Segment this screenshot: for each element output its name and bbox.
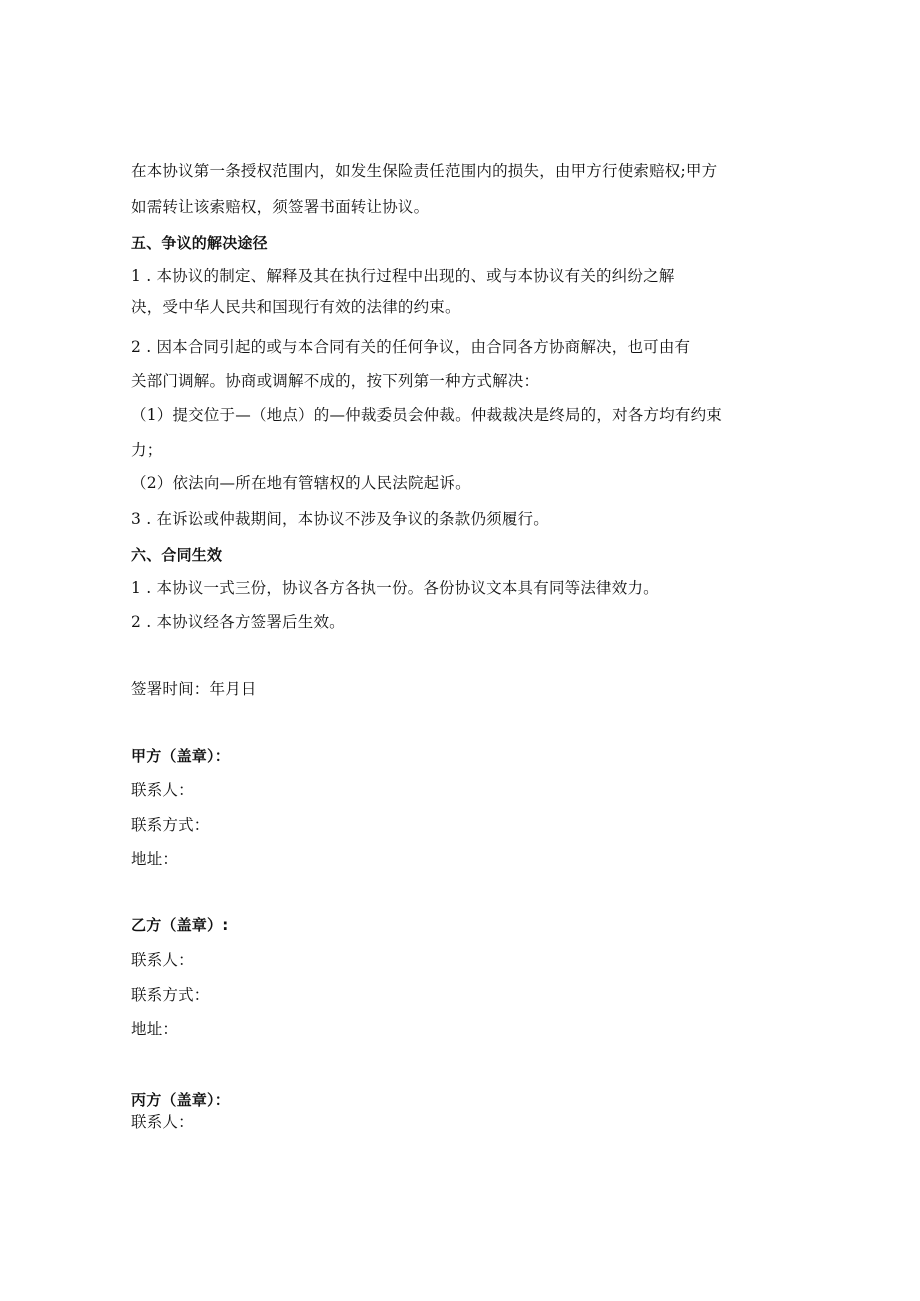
section-5-option-1-line-1: （1）提交位于—（地点）的—仲裁委员会仲裁。仲裁裁决是终局的，对各方均有约束	[131, 406, 722, 424]
party-a-contact: 联系人：	[131, 781, 194, 799]
section-5-heading: 五、争议的解决途径	[131, 234, 268, 252]
clause-continuation-line-2: 如需转让该索赔权，须签署书面转让协议。	[131, 198, 430, 216]
party-b-title: 乙方（盖章）:	[131, 916, 229, 934]
party-b-contact: 联系人：	[131, 951, 194, 969]
signing-time: 签署时间：年月日	[131, 680, 257, 698]
section-6-item-2: 2 . 本协议经各方签署后生效。	[131, 613, 345, 631]
section-5-item-2-line-2: 关部门调解。协商或调解不成的，按下列第一种方式解决：	[131, 372, 540, 390]
party-c-title: 丙方（盖章）：	[131, 1091, 230, 1109]
section-5-item-2-line-1: 2 . 因本合同引起的或与本合同有关的任何争议，由合同各方协商解决，也可由有	[131, 338, 691, 356]
section-5-option-2: （2）依法向—所在地有管辖权的人民法院起诉。	[131, 474, 471, 492]
party-c-contact: 联系人：	[131, 1113, 194, 1131]
clause-continuation-line-1: 在本协议第一条授权范围内，如发生保险责任范围内的损失，由甲方行使索赔权;甲方	[131, 162, 718, 180]
party-a-title: 甲方（盖章）：	[131, 747, 230, 765]
section-6-heading: 六、合同生效	[131, 546, 223, 564]
section-5-item-1-line-1: 1 . 本协议的制定、解释及其在执行过程中出现的、或与本协议有关的纠纷之解	[131, 267, 675, 285]
section-5-item-1-line-2: 决，受中华人民共和国现行有效的法律的约束。	[131, 298, 461, 316]
section-6-item-1: 1 . 本协议一式三份，协议各方各执一份。各份协议文本具有同等法律效力。	[131, 579, 659, 597]
section-5-item-3: 3 . 在诉讼或仲裁期间，本协议不涉及争议的条款仍须履行。	[131, 510, 549, 528]
party-a-contact-method: 联系方式：	[131, 816, 210, 834]
party-b-contact-method: 联系方式：	[131, 986, 210, 1004]
party-b-address: 地址：	[131, 1020, 179, 1038]
section-5-option-1-line-2: 力；	[131, 441, 163, 459]
party-a-address: 地址：	[131, 850, 179, 868]
